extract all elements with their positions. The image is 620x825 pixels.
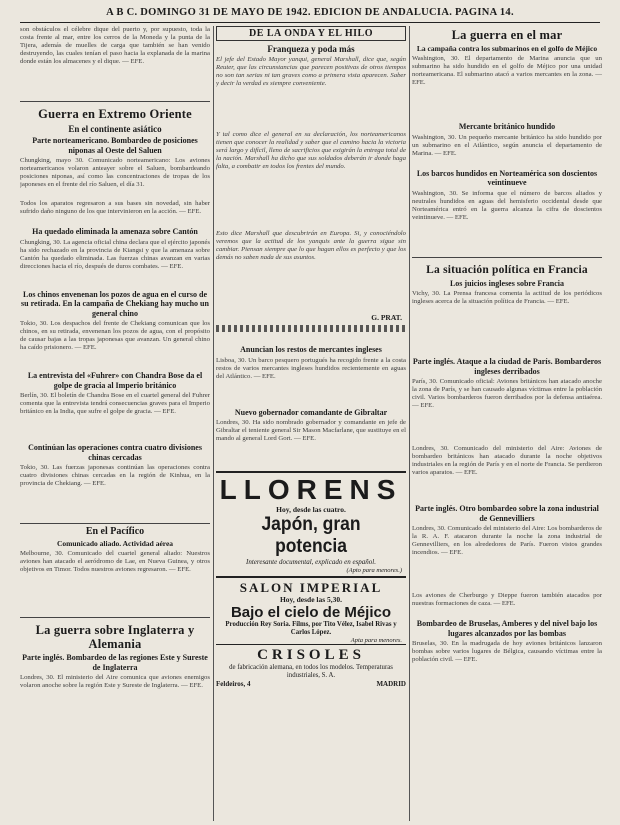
cinema-ad-salon-imperial (216, 577, 406, 644)
headline-ataque-paris: Parte inglés. Ataque a la ciudad de París. Bombarderos ingleses derribados (412, 357, 602, 376)
ad-product-name: CRISOLES (216, 644, 406, 664)
article-text: Washington, 30. Se informa que el número de barcos aliados y neutrales hundidos en aguas del hemisferio occidental desde que Norteamérica entró en la guerra alcanza la cifra de doscientos veintinueve. — EFE. (412, 189, 602, 221)
headline-guerra-mar: La guerra en el mar (451, 28, 563, 42)
ad-venue-name: LLORENS (219, 474, 403, 505)
subhead-continente: En el continente asiático (68, 124, 162, 134)
ad-address-street: Feldeiros, 4 (216, 679, 251, 688)
column-right (412, 26, 602, 821)
page-header: A B C. DOMINGO 31 DE MAYO DE 1942. EDICION DE ANDALUCIA. PAGINA 14. (20, 4, 600, 23)
ad-description: de fabricación alemana, en todos los modelos. Temperaturas industriales, S. A. (229, 663, 393, 679)
ad-address-city: MADRID (376, 679, 406, 688)
subhead-submarinos: La campaña contra los submarinos en el golfo de Méjico (416, 44, 598, 53)
headline-parte-norteamericano: Parte norteamericano. Bombardeo de posiciones niponas al Oeste del Saluen (32, 136, 198, 155)
ad-rating: Apta para menores. (350, 636, 402, 644)
divider (20, 617, 210, 618)
ad-cast: Producción Rey Soria. Films, por Tito Vélez, Isabel Rivas y Carlos López. (225, 620, 397, 636)
headline-mercantes-ingleses: Anuncian los restos de mercantes ingleses (240, 345, 382, 354)
headline-gobernador-gibraltar: Nuevo gobernador comandante de Gibraltar (234, 407, 388, 417)
divider (412, 257, 602, 258)
article-text: Londres, 30. Comunicado del ministerio del Aire: Los bombarderos de la R. A. F. atacaron durante la noche la zona industrial de Gennevilliers, en los alrededores de París. Fueron vistos grandes incendios. — EFE. (412, 525, 602, 556)
ad-showtime: Hoy, desde las cuatro. (276, 505, 346, 514)
ornamental-rule (216, 325, 406, 332)
article-text: Washington, 30. Un pequeño mercante británico ha sido hundido por un submarino en el Atlántico, según anuncia el departamento de Marina. — EFE. (412, 133, 602, 157)
subhead-juicios-ingleses: Los juicios ingleses sobre Francia (449, 278, 565, 288)
headline-situacion-francia: La situación política en Francia (426, 263, 588, 276)
ad-film-title: Japón, gran potencia (261, 514, 361, 557)
headline-guerra-inglaterra: La guerra sobre Inglaterra y Alemania (35, 623, 195, 651)
ad-rating: (Apto para menores.) (346, 566, 402, 574)
divider (20, 101, 210, 102)
article-text: Los aviones de Cherburgo y Dieppe fueron también atacados por nuestras formaciones de caza. — EFE. (412, 592, 602, 607)
divider (20, 523, 210, 524)
article-text: Berlín, 30. El boletín de Chandra Bose en el cuartel general del Fuhrer comenta que la entrevista tendrá consecuencias graves para el Imperio británico en la India, que sufre el golpe de gracia. — EFE. (20, 392, 210, 415)
ad-showtime: Hoy, desde las 5,30. (279, 594, 343, 604)
section-title-onda-hilo: DE LA ONDA Y EL HILO (216, 26, 406, 41)
ad-film-title: Bajo el cielo de Méjico (230, 603, 392, 621)
article-text: Y tal como dice el general en su declaración, los norteamericanos tienen que conocer la realidad y saber que el camino hacia la victoria será largo y difícil, lleno de sacrificios que exigirán la entrega total de la nación. Marshall ha dicho que sus soldados deberán ir donde haga falta, a combatir en todos los frentes del mundo. (216, 131, 406, 170)
subhead-comunicado-aliado: Comunicado aliado. Actividad aérea (56, 539, 174, 548)
article-text: Vichy, 30. La Prensa francesa comenta la actitud de los periódicos ingleses acerca de la situación política de Francia. — EFE. (412, 290, 602, 305)
article-text: París, 30. Comunicado oficial: Aviones británicos han atacado anoche la zona de París, y se han causado algunas víctimas entre la población civil. Varios bombarderos fueron derribados por la defensa antiaérea. — EFE. (412, 378, 602, 409)
headline-parte-ingles: Parte inglés. Bombardeo de las regiones Este y Sureste de Inglaterra (22, 653, 208, 672)
column-divider (409, 26, 410, 821)
headline-bruselas: Bombardeo de Bruselas, Amberes y del nivel bajo los lugares alcanzados por las bombas (416, 619, 598, 638)
article-text: Londres, 30. Ha sido nombrado gobernador y comandante en jefe de Gibraltar el teniente general Sir Mason Macfarlane, que sustituye en el mando al general Lord Gort. — EFE. (216, 419, 406, 442)
article-text: Melbourne, 30. Comunicado del cuartel general aliado: Nuestros aviones han atacado el aeródromo de Lae, en Nueva Guinea, y otros objetivos en Timor. Todos nuestros aviones regresaron. — EFE. (20, 550, 210, 573)
headline-barcos-hundidos: Los barcos hundidos en Norteamérica son doscientos veintinueve (416, 168, 598, 187)
article-text: Chungking, 30. La agencia oficial china declara que el ejército japonés ha sido rechazado en la provincia de Kiangsi y que la amenaza sobre Cantón ha quedado eliminada. Las fuerzas chinas avanzan en varias direcciones hacia el río, después de duros combates. — EFE. (20, 238, 210, 270)
byline: G. PRAT. (371, 313, 402, 322)
article-text: Esto dice Marshall que descubrirán en Europa. Si, y conociéndolo veremos que la actitud de los yanquis ante la guerra sigue sin cambiar. Piensan siempre que lo que hagan ellos es perfecto y que los demás no saben nada de sus asuntos. (216, 230, 406, 261)
article-text: Bruselas, 30. En la madrugada de hoy aviones británicos lanzaron bombas sobre varios lugares de Bélgica, causando víctimas entre la población civil. — EFE. (412, 640, 602, 663)
article-text: Chungking, mayo 30. Comunicado norteamericano: Los aviones norteamericanos volaron anteayer sobre el Saluen, bombardeando posiciones niponas, así como las concentraciones de tropas de los japoneses en el frente del río Saluen, el día 31. (20, 157, 210, 188)
column-middle (216, 26, 406, 821)
article-text: Londres, 30. Comunicado del ministerio del Aire: Aviones de bombardeo británicos han atacado durante la noche objetivos industriales en la región de París y en el norte de Francia. Se perdieron varios aparatos. — EFE. (412, 445, 602, 476)
headline-mercante-hundido: Mercante británico hundido (458, 122, 556, 131)
headline-gennevilliers: Parte inglés. Otro bombardeo sobre la zona industrial de Gennevilliers (415, 504, 599, 523)
article-text (216, 335, 406, 343)
ad-description: Interesante documental, explicado en español. (246, 558, 376, 566)
article-text: Tokio, 30. Los despachos del frente de Chekiang comunican que los chinos, en su retirada, envenenan los pozos de agua, con el propósito de causar bajas a las tropas japonesas que avanzan. Un general chino ha caído prisionero. — EFE. (20, 320, 210, 351)
ad-venue-name: SALON IMPERIAL (216, 577, 406, 595)
headline-extremo-oriente: Guerra en Extremo Oriente (38, 107, 192, 121)
article-text: Tokio, 30. Las fuerzas japonesas continúan las operaciones contra cuatro divisiones chinas cercadas en la región de Kinhua, en la provincia de Chekiang. — EFE. (20, 464, 210, 487)
article-text: son obstáculos el célebre dique del puerto y, por supuesto, toda la costa frente al mar, entre los cerros de la Moneda y la punta de la Tijera, además de muelles de carga que también se han venido destruyendo, las cuales tenían el paso hacia la explanada de la marina donde están los almacenes y el dique. — EFE. (20, 26, 210, 65)
product-ad-crisoles (216, 644, 406, 688)
cinema-ad-llorens (216, 471, 406, 577)
headline-pacifico: En el Pacífico (85, 526, 145, 537)
column-left (20, 26, 210, 821)
headline-divisiones-chinas: Continúan las operaciones contra cuatro divisiones chinas cercadas (28, 443, 202, 462)
article-text: El jefe del Estado Mayor yanqui, general Marshall, dice que, según Reuter, que las circunstancias que parecen positivas de otros tiempos no son tan serias ni tan graves como a primera vista aparecen. Saber y decir la verdad es siempre conveniente. (216, 56, 406, 87)
headline-chinos-pozos: Los chinos envenenan los pozos de agua en el curso de su retirada. En la campaña de Chekiang hay mucho un general chino (21, 289, 209, 318)
headline-entrevista-fuhrer: La entrevista del «Fuhrer» con Chandra Bose da el golpe de gracia al Imperio británico (27, 371, 203, 390)
article-text: Washington, 30. El departamento de Marina anuncia que un submarino ha sido hundido en el golfo de Méjico por una unidad norteamericana. El submarino atacó a varios mercantes en la zona. — EFE. (412, 55, 602, 86)
ad-address (216, 680, 406, 688)
article-text: Lisboa, 30. Un barco pesquero portugués ha recogido frente a la costa restos de varios mercantes ingleses hundidos recientemente en aguas del Atlántico. — EFE. (216, 356, 406, 380)
headline-franqueza: Franqueza y poda más (267, 44, 355, 54)
headline-canton: Ha quedado eliminada la amenaza sobre Cantón (32, 227, 198, 236)
column-divider (213, 26, 214, 821)
article-text: Londres, 30. El ministerio del Aire comunica que aviones enemigos volaron anoche sobre la región Este y Sureste de Inglaterra. — EFE. (20, 674, 210, 689)
article-text: Todos los aparatos regresaron a sus bases sin novedad, sin haber sufrido daño ninguno de los que intervinieron en la acción. — EFE. (20, 200, 210, 215)
